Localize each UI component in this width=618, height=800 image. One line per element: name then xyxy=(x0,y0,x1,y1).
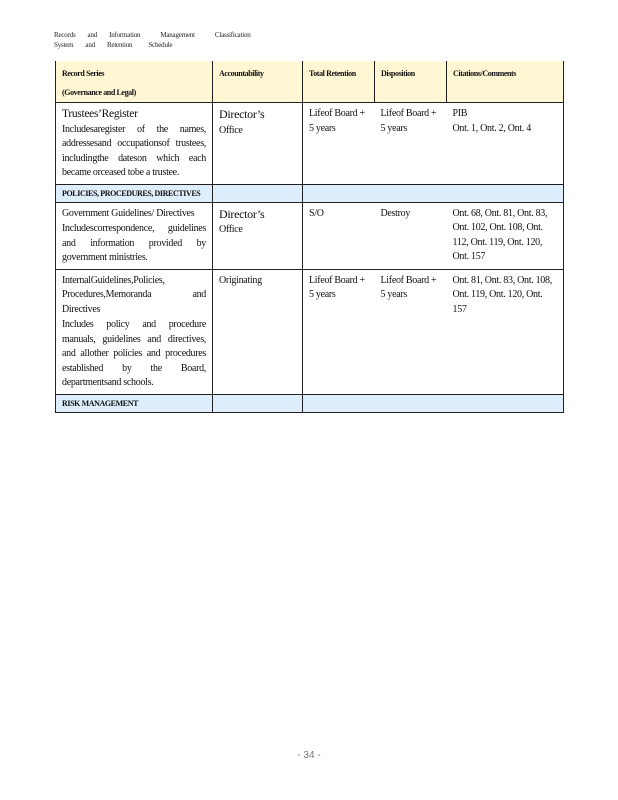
section-empty-cell xyxy=(213,394,303,412)
record-description: Includesaregister of the names, addressesand occupationsof trustees, includingthe dateson which each became orceased tobe a trustee. xyxy=(62,123,206,178)
citations-cell xyxy=(447,103,564,185)
section-label: RISK MANAGEMENT xyxy=(56,394,213,412)
accountability-main: Director’s xyxy=(219,206,265,221)
table-header-row xyxy=(56,61,564,103)
total-retention-cell: Lifeof Board + 5 years xyxy=(303,269,375,394)
record-title: Trustees’Register xyxy=(62,108,138,120)
column-header-disposition: Disposition xyxy=(375,61,447,103)
total-retention-cell: Lifeof Board + 5 years xyxy=(303,103,375,185)
header-word: Retention xyxy=(106,41,133,49)
header-word: Classification xyxy=(214,31,251,39)
header-line-1 xyxy=(54,30,263,40)
section-empty-cell xyxy=(213,184,303,202)
column-header-record-series xyxy=(56,61,213,103)
record-series-cell xyxy=(56,269,213,394)
document-header xyxy=(54,30,263,50)
record-title: Government Guidelines/ Directives xyxy=(62,207,195,219)
section-row xyxy=(56,394,564,412)
accountability-sub: Office xyxy=(219,124,243,136)
column-header-sublabel: (Governance and Legal) xyxy=(62,88,136,97)
header-word: Schedule xyxy=(148,41,173,49)
citations-cell: Ont. 81, Ont. 83, Ont. 108, Ont. 119, Ont. 120, Ont. 157 xyxy=(447,269,564,394)
header-word: Management xyxy=(160,31,195,39)
disposition-cell: Lifeof Board + 5 years xyxy=(375,103,447,185)
table-row xyxy=(56,202,564,269)
record-series-cell xyxy=(56,103,213,185)
table-row xyxy=(56,269,564,394)
accountability-cell xyxy=(213,103,303,185)
section-label: POLICIES, PROCEDURES, DIRECTIVES xyxy=(56,184,213,202)
citations-cell: Ont. 68, Ont. 81, Ont. 83, Ont. 102, Ont. 108, Ont. 112, Ont. 119, Ont. 120, Ont. 157 xyxy=(447,202,564,269)
header-word: and xyxy=(87,31,98,39)
citations-title: PIB xyxy=(452,108,468,119)
header-word: Records xyxy=(54,31,76,39)
disposition-cell: Lifeof Board + 5 years xyxy=(375,269,447,394)
page-number: - 34 - xyxy=(297,750,321,761)
accountability-sub: Office xyxy=(219,224,243,235)
table-row xyxy=(56,103,564,185)
accountability-main: Director’s xyxy=(219,107,265,121)
record-title: InternalGuidelines,Policies, Procedures,Memoranda and Directives xyxy=(62,274,206,315)
column-header-accountability: Accountability xyxy=(213,61,303,103)
header-word: and xyxy=(85,41,95,49)
column-header-total-retention: Total Retention xyxy=(303,61,375,103)
citations-text: Ont. 1, Ont. 2, Ont. 4 xyxy=(452,122,531,134)
column-header-label: Record Series xyxy=(62,69,105,78)
total-retention-cell: S/O xyxy=(303,202,375,269)
section-empty-cell xyxy=(303,184,564,202)
section-empty-cell xyxy=(303,394,564,412)
column-header-citations: Citations/Comments xyxy=(447,61,564,103)
disposition-cell: Destroy xyxy=(375,202,447,269)
header-word: Information xyxy=(109,31,141,39)
record-series-cell xyxy=(56,202,213,269)
record-description: Includescorrespondence, guidelines and information provided by government ministries. xyxy=(62,223,206,263)
section-row xyxy=(56,184,564,202)
accountability-cell: Originating xyxy=(213,269,303,394)
header-line-2 xyxy=(54,40,263,50)
retention-schedule-table xyxy=(55,61,564,413)
header-word: System xyxy=(54,41,74,49)
accountability-cell xyxy=(213,202,303,269)
record-description: Includes policy and procedure manuals, guidelines and directives, and allother policies and procedures established by the Board, departmentsand schools. xyxy=(62,319,206,388)
